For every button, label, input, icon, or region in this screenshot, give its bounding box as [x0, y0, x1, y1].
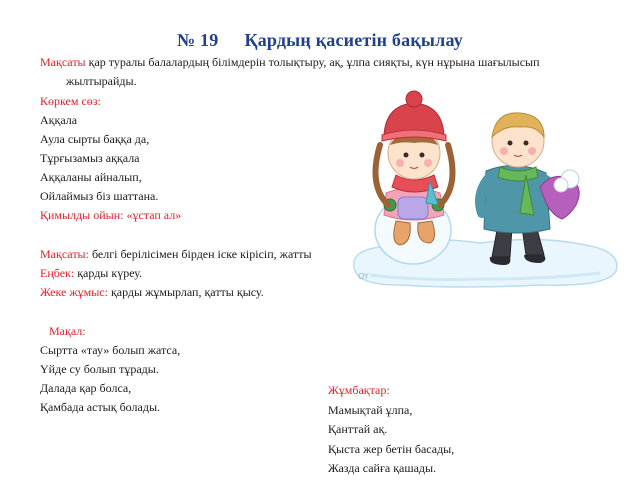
proverb-line: Сыртта «тау» болып жатса, [40, 343, 181, 357]
proverb-line: Үйде су болып тұрады. [40, 362, 159, 376]
labor-text: қарды күреу. [74, 266, 143, 280]
labor-label: Еңбек: [40, 266, 75, 280]
poem-line: Аққаланы айналып, [40, 170, 142, 184]
proverb-label: Мақал: [49, 324, 86, 338]
riddle-line: Қыста жер бетін басады, [328, 441, 455, 456]
poem-line: Тұрғызамыз аққала [40, 151, 140, 165]
proverb-line: Қамбада астық болады. [40, 400, 161, 414]
riddle-line: Жазда сайға қашады. [328, 461, 437, 475]
riddle-block [328, 381, 454, 479]
title-number: № 19 [177, 30, 219, 50]
riddle-line: Қанттай ақ. [328, 422, 388, 436]
poem-line: Ойлаймыз біз шаттана. [40, 189, 159, 203]
goal-line [40, 54, 600, 73]
goal-text-continued: жылтырайды. [66, 74, 137, 88]
game-label: Қимылды ойын: «ұстап ал» [40, 208, 182, 222]
poem-line: Аққала [40, 113, 78, 127]
individual-text: қарды жұмырлап, қатты қысу. [107, 285, 264, 299]
riddle-line: Мамықтай ұлпа, [328, 402, 413, 417]
poem-line: Аула сырты баққа да, [40, 132, 150, 146]
poem-label: Көркем сөз: [40, 94, 101, 108]
artist-signature: OY [358, 272, 369, 281]
goal-text: қар туралы балалардың білімдерін толықтыру, ақ, ұлпа сияқты, күн нұрына шағылысып [85, 55, 540, 69]
proverb-line: Далада қар болса, [40, 381, 132, 395]
spacer [40, 302, 600, 322]
goal2-text: белгі берілісімен бірден іске кірісіп, жатты [88, 247, 312, 261]
page-title [0, 30, 640, 51]
riddle-label: Жұмбақтар: [328, 383, 390, 397]
goal2-label: Мақсаты: [40, 247, 89, 261]
title-text: Қардың қасиетін бақылау [244, 30, 463, 50]
winter-children-illustration [340, 75, 630, 295]
girl-figure [375, 91, 453, 264]
goal-label: Мақсаты [40, 55, 86, 69]
individual-label: Жеке жұмыс: [40, 285, 108, 299]
